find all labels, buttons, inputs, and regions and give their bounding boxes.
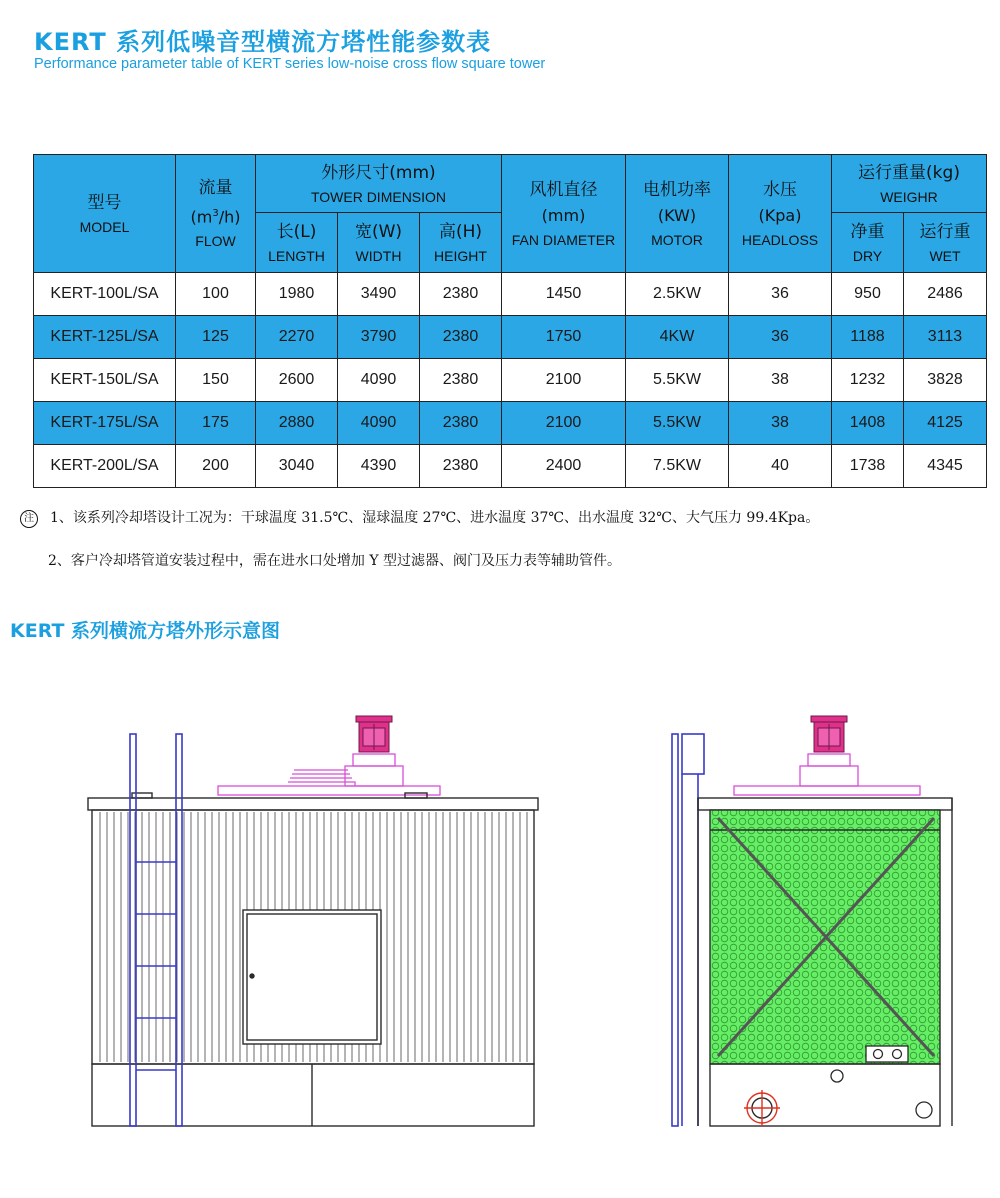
cell-dry: 1408: [832, 402, 904, 445]
cell-dry: 1188: [832, 316, 904, 359]
page-title: KERT 系列低噪音型横流方塔性能参数表: [34, 28, 492, 56]
header-height: 高(H) HEIGHT: [420, 213, 502, 273]
side-ladder: [672, 734, 704, 1126]
header-width: 宽(W) WIDTH: [338, 213, 420, 273]
cell-height: 2380: [420, 359, 502, 402]
cell-model: KERT-125L/SA: [34, 316, 176, 359]
cell-height: 2380: [420, 316, 502, 359]
cell-model: KERT-100L/SA: [34, 273, 176, 316]
cell-wet: 4125: [904, 402, 987, 445]
cell-model: KERT-200L/SA: [34, 445, 176, 488]
table-header: [34, 155, 987, 273]
cell-motor: 5.5KW: [626, 359, 729, 402]
cell-model: KERT-175L/SA: [34, 402, 176, 445]
cell-headloss: 36: [729, 273, 832, 316]
side-casing: [698, 798, 952, 1126]
cell-width: 4090: [338, 402, 420, 445]
cell-motor: 4KW: [626, 316, 729, 359]
page-subtitle: Performance parameter table of KERT series low-noise cross flow square tower: [34, 56, 546, 72]
cell-dry: 1738: [832, 445, 904, 488]
cell-fan: 1750: [502, 316, 626, 359]
cell-dry: 1232: [832, 359, 904, 402]
cell-width: 4390: [338, 445, 420, 488]
access-door: [243, 910, 381, 1044]
cell-length: 2600: [256, 359, 338, 402]
side-view: [672, 716, 952, 1126]
cell-wet: 3828: [904, 359, 987, 402]
note-line-1: 注 1、该系列冷却塔设计工况为：干球温度 31.5℃、湿球温度 27℃、进水温度 37℃、出水温度 32℃、大气压力 99.4Kpa。: [20, 507, 819, 528]
side-motor-icon: [811, 716, 847, 752]
side-fan-housing: [734, 754, 920, 795]
table-row: [34, 445, 987, 488]
cell-motor: 5.5KW: [626, 402, 729, 445]
header-length: 长(L) LENGTH: [256, 213, 338, 273]
cell-flow: 150: [176, 359, 256, 402]
cell-length: 2880: [256, 402, 338, 445]
table-row: [34, 316, 987, 359]
cell-fan: 2100: [502, 359, 626, 402]
performance-table: [33, 154, 987, 488]
cell-fan: 2400: [502, 445, 626, 488]
table-body: [34, 273, 987, 488]
water-outlet-icon: [744, 1090, 780, 1126]
cell-fan: 1450: [502, 273, 626, 316]
cell-headloss: 40: [729, 445, 832, 488]
header-model: 型号 MODEL: [34, 155, 176, 273]
table-row: [34, 359, 987, 402]
tower-outline-drawing: [0, 700, 1000, 1140]
diagram-title: KERT 系列横流方塔外形示意图: [10, 620, 281, 642]
cell-flow: 100: [176, 273, 256, 316]
cell-wet: 3113: [904, 316, 987, 359]
cell-length: 3040: [256, 445, 338, 488]
header-dimension: 外形尺寸(mm) TOWER DIMENSION: [256, 155, 502, 213]
header-headloss: 水压 (Kpa) HEADLOSS: [729, 155, 832, 273]
cell-headloss: 38: [729, 402, 832, 445]
cell-height: 2380: [420, 402, 502, 445]
cell-flow: 125: [176, 316, 256, 359]
cell-motor: 2.5KW: [626, 273, 729, 316]
cell-height: 2380: [420, 445, 502, 488]
front-fan-housing: [218, 754, 440, 795]
note-line-2: 2、客户冷却塔管道安装过程中，需在进水口处增加 Y 型过滤器、阀门及压力表等辅助管件。: [48, 553, 622, 569]
cell-dry: 950: [832, 273, 904, 316]
cell-width: 3490: [338, 273, 420, 316]
cell-width: 4090: [338, 359, 420, 402]
note-mark: 注: [20, 510, 38, 528]
cell-motor: 7.5KW: [626, 445, 729, 488]
header-flow: 流量 $(m^3/h)$ FLOW: [176, 155, 256, 273]
cell-model: KERT-150L/SA: [34, 359, 176, 402]
cell-flow: 175: [176, 402, 256, 445]
header-wet-weight: 运行重 WET: [904, 213, 987, 273]
cell-fan: 2100: [502, 402, 626, 445]
header-dry-weight: 净重 DRY: [832, 213, 904, 273]
cell-headloss: 38: [729, 359, 832, 402]
table-row: [34, 273, 987, 316]
cell-flow: 200: [176, 445, 256, 488]
cell-length: 2270: [256, 316, 338, 359]
front-motor-icon: [356, 716, 392, 752]
header-fan-diameter: 风机直径 (mm) FAN DIAMETER: [502, 155, 626, 273]
header-motor: 电机功率 (KW) MOTOR: [626, 155, 729, 273]
cell-wet: 2486: [904, 273, 987, 316]
cell-headloss: 36: [729, 316, 832, 359]
header-weight: 运行重量(kg) WEIGHR: [832, 155, 987, 213]
cell-width: 3790: [338, 316, 420, 359]
cell-height: 2380: [420, 273, 502, 316]
front-view: [88, 716, 538, 1126]
flow-unit: $(m^3/h)$: [190, 207, 241, 227]
cell-length: 1980: [256, 273, 338, 316]
table-row: [34, 402, 987, 445]
cell-wet: 4345: [904, 445, 987, 488]
